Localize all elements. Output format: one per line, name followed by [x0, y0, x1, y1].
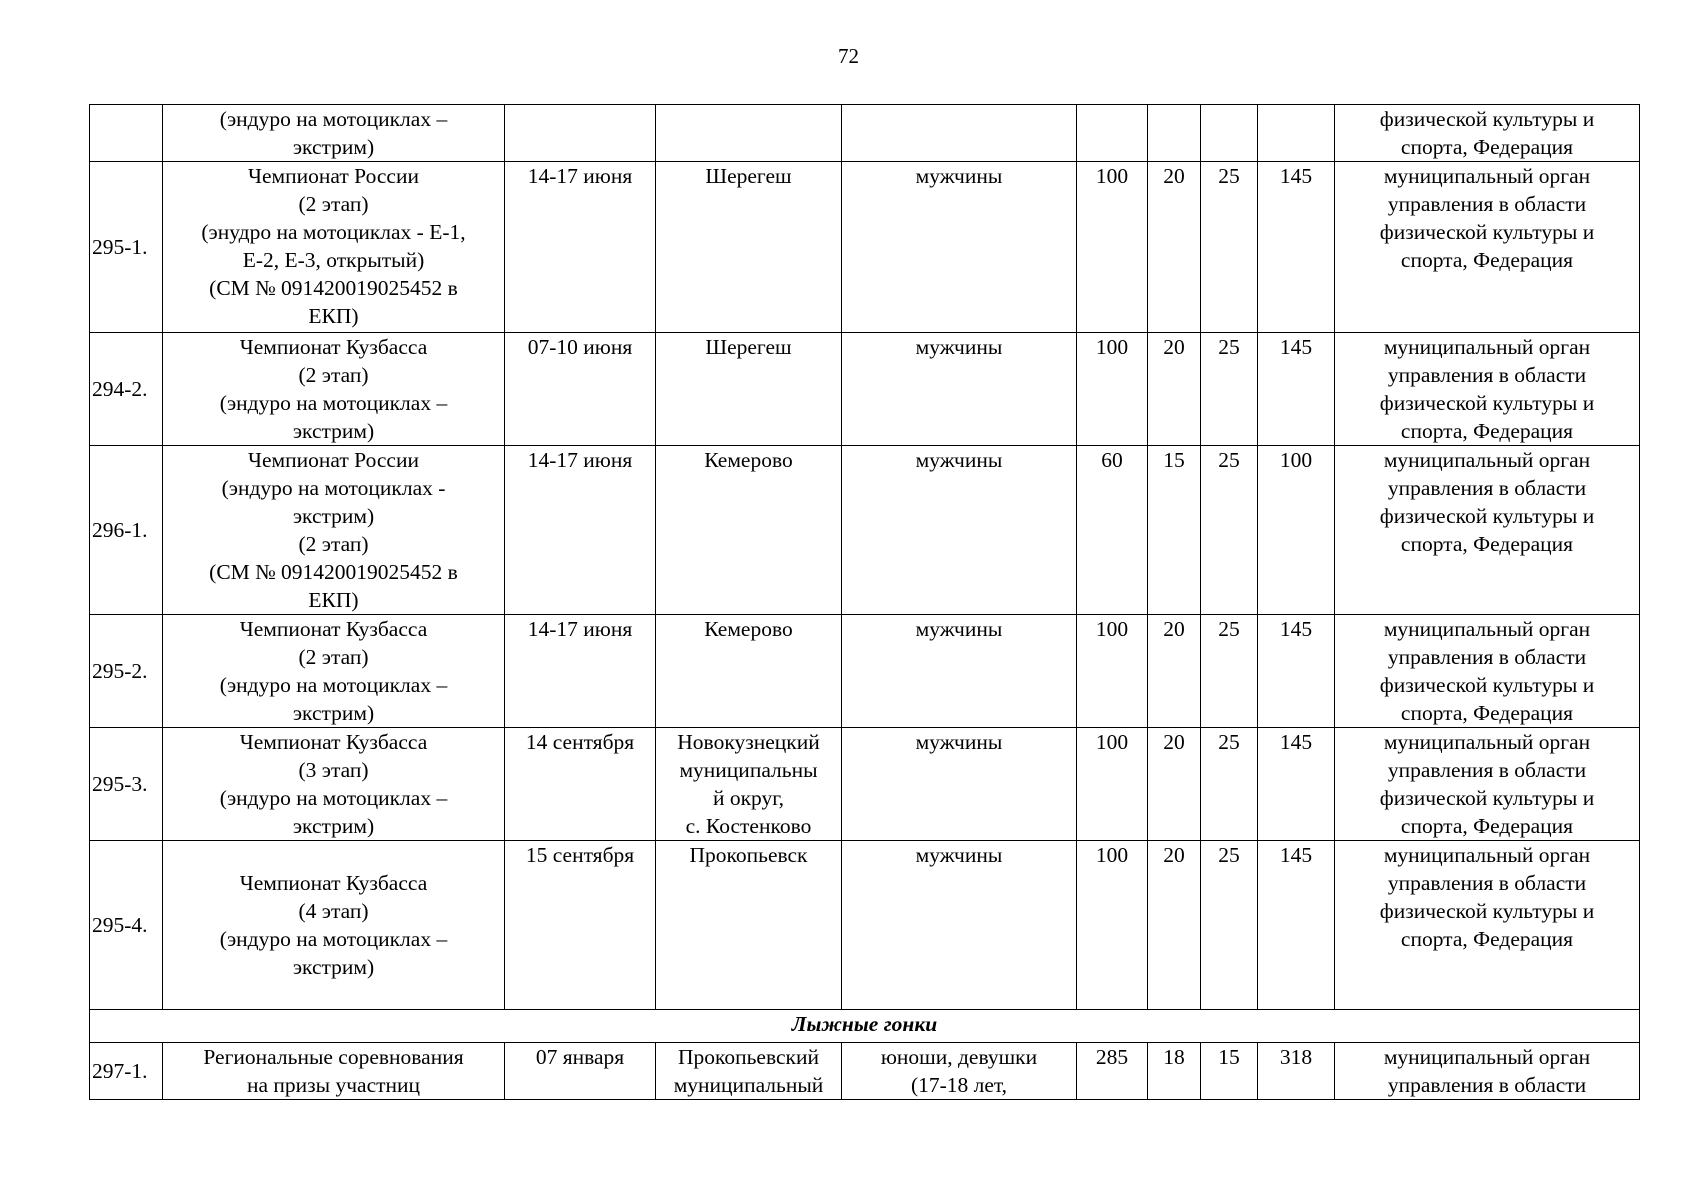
- count-1: 100: [1077, 841, 1148, 1010]
- count-2: 18: [1148, 1043, 1201, 1100]
- table-row: [90, 728, 1640, 841]
- table-row: [90, 162, 1640, 333]
- organizer: физической культуры и спорта, Федерация: [1335, 105, 1640, 162]
- row-number: [90, 105, 163, 162]
- count-2: 15: [1148, 446, 1201, 615]
- event-name: Региональные соревнования на призы участниц: [163, 1043, 505, 1100]
- organizer: муниципальный орган управления в области физической культуры и спорта, Федерация: [1335, 615, 1640, 728]
- count-1: 100: [1077, 333, 1148, 446]
- event-place: Шерегеш: [656, 333, 842, 446]
- event-name: Чемпионат России (эндуро на мотоциклах - экстрим) (2 этап) (СМ № 091420019025452 в ЕКП): [163, 446, 505, 615]
- event-date: 14-17 июня: [505, 446, 656, 615]
- event-name: Чемпионат России (2 этап) (энудро на мотоциклах - Е-1, Е-2, Е-3, открытый) (СМ № 091420019025452 в ЕКП): [163, 162, 505, 333]
- event-name: (эндуро на мотоциклах – экстрим): [163, 105, 505, 162]
- event-place: Новокузнецкий муниципальны й округ, с. Костенково: [656, 728, 842, 841]
- schedule-table: [89, 104, 1640, 1100]
- count-3: 15: [1201, 1043, 1258, 1100]
- event-date: 14 сентября: [505, 728, 656, 841]
- table-row: [90, 615, 1640, 728]
- participants: мужчины: [842, 333, 1077, 446]
- participants: мужчины: [842, 728, 1077, 841]
- table-row: [90, 841, 1640, 1010]
- count-2: 20: [1148, 615, 1201, 728]
- row-number: 295-1.: [90, 162, 163, 333]
- count-total: 318: [1258, 1043, 1335, 1100]
- organizer: муниципальный орган управления в области физической культуры и спорта, Федерация: [1335, 841, 1640, 1010]
- row-number: 294-2.: [90, 333, 163, 446]
- event-date: [505, 105, 656, 162]
- event-place: [656, 105, 842, 162]
- event-place: Прокопьевск: [656, 841, 842, 1010]
- count-3: 25: [1201, 615, 1258, 728]
- row-number: 295-3.: [90, 728, 163, 841]
- count-2: 20: [1148, 841, 1201, 1010]
- event-name: Чемпионат Кузбасса (2 этап) (эндуро на мотоциклах – экстрим): [163, 615, 505, 728]
- count-total: 100: [1258, 446, 1335, 615]
- count-total: 145: [1258, 333, 1335, 446]
- participants: юноши, девушки (17-18 лет,: [842, 1043, 1077, 1100]
- event-date: 14-17 июня: [505, 162, 656, 333]
- row-number: 295-2.: [90, 615, 163, 728]
- row-number: 296-1.: [90, 446, 163, 615]
- count-total: 145: [1258, 615, 1335, 728]
- event-place: Кемерово: [656, 446, 842, 615]
- section-title: Лыжные гонки: [90, 1010, 1640, 1043]
- count-3: 25: [1201, 333, 1258, 446]
- count-1: 100: [1077, 162, 1148, 333]
- event-place: Прокопьевский муниципальный: [656, 1043, 842, 1100]
- event-date: 14-17 июня: [505, 615, 656, 728]
- count-1: 100: [1077, 615, 1148, 728]
- section-row: [90, 1010, 1640, 1043]
- organizer: муниципальный орган управления в области физической культуры и спорта, Федерация: [1335, 446, 1640, 615]
- table-row: [90, 333, 1640, 446]
- event-place: Кемерово: [656, 615, 842, 728]
- count-3: [1201, 105, 1258, 162]
- event-name: Чемпионат Кузбасса (2 этап) (эндуро на мотоциклах – экстрим): [163, 333, 505, 446]
- event-date: 15 сентября: [505, 841, 656, 1010]
- count-3: 25: [1201, 446, 1258, 615]
- count-2: 20: [1148, 162, 1201, 333]
- organizer: муниципальный орган управления в области физической культуры и спорта, Федерация: [1335, 162, 1640, 333]
- count-total: 145: [1258, 728, 1335, 841]
- row-number: 295-4.: [90, 841, 163, 1010]
- count-total: [1258, 105, 1335, 162]
- count-1: 100: [1077, 728, 1148, 841]
- participants: [842, 105, 1077, 162]
- count-1: 285: [1077, 1043, 1148, 1100]
- organizer: муниципальный орган управления в области физической культуры и спорта, Федерация: [1335, 333, 1640, 446]
- participants: мужчины: [842, 446, 1077, 615]
- count-3: 25: [1201, 841, 1258, 1010]
- organizer: муниципальный орган управления в области: [1335, 1043, 1640, 1100]
- row-number: 297-1.: [90, 1043, 163, 1100]
- count-total: 145: [1258, 841, 1335, 1010]
- table-row: [90, 446, 1640, 615]
- page-number: 72: [838, 44, 859, 68]
- count-1: [1077, 105, 1148, 162]
- participants: мужчины: [842, 162, 1077, 333]
- count-1: 60: [1077, 446, 1148, 615]
- event-date: 07-10 июня: [505, 333, 656, 446]
- count-2: 20: [1148, 333, 1201, 446]
- count-2: 20: [1148, 728, 1201, 841]
- participants: мужчины: [842, 841, 1077, 1010]
- count-total: 145: [1258, 162, 1335, 333]
- event-date: 07 января: [505, 1043, 656, 1100]
- event-name: Чемпионат Кузбасса (3 этап) (эндуро на мотоциклах – экстрим): [163, 728, 505, 841]
- count-3: 25: [1201, 162, 1258, 333]
- count-2: [1148, 105, 1201, 162]
- event-place: Шерегеш: [656, 162, 842, 333]
- table-row: [90, 1043, 1640, 1100]
- count-3: 25: [1201, 728, 1258, 841]
- organizer: муниципальный орган управления в области физической культуры и спорта, Федерация: [1335, 728, 1640, 841]
- table-row: [90, 105, 1640, 162]
- event-name: Чемпионат Кузбасса (4 этап) (эндуро на мотоциклах – экстрим): [163, 841, 505, 1010]
- participants: мужчины: [842, 615, 1077, 728]
